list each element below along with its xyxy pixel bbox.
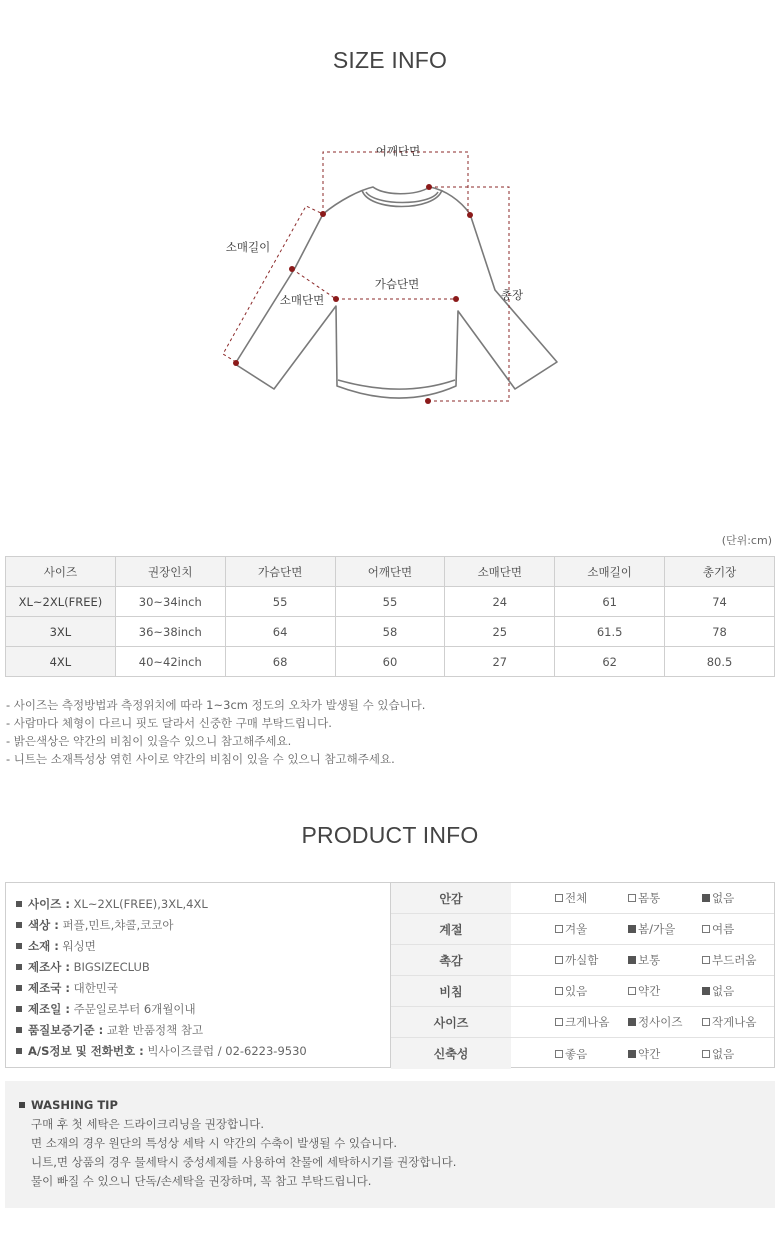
table-cell: 64 [225,617,335,647]
spec-value: 워싱면 [62,939,96,953]
table-cell: 36~38inch [115,617,225,647]
table-cell: 62 [555,647,665,677]
label-chest: 가슴단면 [374,277,420,291]
product-info-title: PRODUCT INFO [301,822,479,848]
table-cell: 24 [445,587,555,617]
table-row [6,587,775,617]
washing-tip-lines [31,1115,456,1191]
attribute-label: 신축성 [391,1038,511,1069]
attribute-option-text: 까실함 [565,953,599,967]
table-cell: 55 [335,587,445,617]
sleeve-length-measure-line [223,206,323,362]
unchecked-box-icon [702,925,710,933]
attribute-row [391,914,774,945]
table-cell: 78 [665,617,775,647]
spec-key: 소재 : [28,939,59,953]
spec-value: 주문일로부터 6개월이내 [73,1002,196,1016]
product-attributes [391,883,774,1067]
attribute-option [702,945,756,975]
label-total-length: 총장 [500,288,524,302]
attribute-option [628,976,660,1006]
attribute-option-text: 여름 [712,922,735,936]
attribute-option-text: 좋음 [565,1046,588,1061]
note-line: - 사람마다 체형이 다르니 핏도 달라서 신중한 구매 부탁드립니다. [6,716,332,730]
unchecked-box-icon [702,956,710,964]
table-row [6,647,775,677]
unit-label: (단위:cm) [721,534,772,547]
size-table-header-row [6,557,775,587]
table-cell: 60 [335,647,445,677]
table-cell: 61 [555,587,665,617]
spec-key: 제조사 : [28,960,70,974]
attribute-option [702,976,734,1006]
washing-tip-title-text: WASHING TIP [31,1098,118,1112]
checked-box-icon [628,1050,636,1058]
attribute-option-text: 몸통 [638,891,661,905]
header-size: 사이즈 [6,557,116,587]
attribute-option-text: 크게나옴 [565,1015,610,1029]
attribute-option [555,914,587,944]
size-table [5,556,775,677]
unchecked-box-icon [555,1050,563,1058]
attribute-row [391,945,774,976]
header-chest: 가슴단면 [225,557,335,587]
attribute-option [702,914,734,944]
spec-item [16,915,390,936]
shoulder-measure-line [323,152,468,214]
attribute-option-text: 없음 [712,984,735,998]
unchecked-box-icon [628,894,636,902]
spec-value: BIGSIZECLUB [73,960,150,974]
spec-key: A/S정보 및 전화번호 : [28,1044,144,1058]
attribute-label: 안감 [391,883,511,913]
attribute-option [702,1007,756,1037]
spec-value: 빅사이즈클럽 / 02-6223-9530 [147,1044,307,1058]
table-row [6,617,775,647]
note-line: - 니트는 소재특성상 엮힌 사이로 약간의 비침이 있을 수 있으니 참고해주세요. [6,752,395,766]
table-cell: 55 [225,587,335,617]
header-recommended-inch: 권장인치 [115,557,225,587]
attribute-option-text: 정사이즈 [638,1015,683,1029]
table-cell: XL~2XL(FREE) [6,587,116,617]
header-sleeve-length: 소매길이 [555,557,665,587]
checked-box-icon [628,925,636,933]
attribute-option [555,976,587,1006]
attribute-option-text: 부드러움 [712,953,757,967]
unchecked-box-icon [555,987,563,995]
unchecked-box-icon [702,1050,710,1058]
unchecked-box-icon [555,925,563,933]
attribute-option [555,945,598,975]
note-line: - 사이즈는 측정방법과 측정위치에 따라 1~3cm 정도의 오차가 발생될 수 있습니다. [6,698,426,712]
header-total-length: 총기장 [665,557,775,587]
table-cell: 25 [445,617,555,647]
table-cell: 61.5 [555,617,665,647]
spec-key: 제조일 : [28,1002,70,1016]
spec-value: 퍼플,민트,챠콜,코코아 [62,918,174,932]
attribute-option [628,883,660,913]
attribute-option [555,1038,587,1069]
spec-item [16,978,390,999]
washing-tip-line: 면 소재의 경우 원단의 특성상 세탁 시 약간의 수축이 발생될 수 있습니다. [31,1136,398,1150]
attribute-option-text: 약간 [638,1046,661,1061]
attribute-option-text: 봄/가을 [638,922,676,936]
attribute-option-text: 없음 [712,891,735,905]
attribute-option [628,914,675,944]
attribute-label: 계절 [391,914,511,944]
washing-tip-line: 물이 빠질 수 있으니 단독/손세탁을 권장하며, 꼭 참고 부탁드립니다. [31,1174,372,1188]
attribute-option [702,883,734,913]
table-cell: 68 [225,647,335,677]
attribute-option-text: 작게나옴 [712,1015,757,1029]
table-cell: 58 [335,617,445,647]
header-sleeve-width: 소매단면 [445,557,555,587]
spec-item [16,936,390,957]
washing-tip-title [19,1098,118,1112]
attribute-option-text: 약간 [638,984,661,998]
attribute-row [391,1007,774,1038]
washing-tip-box [5,1081,775,1208]
unchecked-box-icon [555,894,563,902]
table-cell: 80.5 [665,647,775,677]
washing-tip-line: 구매 후 첫 세탁은 드라이크리닝을 권장합니다. [31,1117,265,1131]
checked-box-icon [628,956,636,964]
size-info-title: SIZE INFO [332,47,448,73]
attribute-option [555,883,587,913]
attribute-row [391,976,774,1007]
spec-value: 대한민국 [73,981,119,995]
attribute-label: 촉감 [391,945,511,975]
square-bullet-icon [16,964,22,970]
spec-item [16,1041,390,1062]
attribute-label: 사이즈 [391,1007,511,1037]
spec-key: 제조국 : [28,981,70,995]
table-cell: 74 [665,587,775,617]
attribute-option-text: 전체 [565,891,588,905]
attribute-option [555,1007,609,1037]
attribute-option [628,945,660,975]
square-bullet-icon [16,1006,22,1012]
spec-item [16,894,390,915]
attribute-option-text: 보통 [638,953,661,967]
garment-measurement-diagram [210,140,570,410]
label-sleeve-length: 소매길이 [225,240,271,254]
table-cell: 40~42inch [115,647,225,677]
checked-box-icon [702,894,710,902]
attribute-row [391,883,774,914]
product-specs [6,883,391,1067]
attribute-option-text: 없음 [712,1046,735,1061]
table-cell: 30~34inch [115,587,225,617]
square-bullet-icon [19,1102,25,1108]
unchecked-box-icon [555,956,563,964]
attribute-option-text: 있음 [565,984,588,998]
spec-item [16,957,390,978]
square-bullet-icon [16,901,22,907]
table-cell: 27 [445,647,555,677]
unchecked-box-icon [628,987,636,995]
size-notes [6,696,425,768]
spec-item [16,999,390,1020]
total-length-measure-line [428,187,509,401]
unchecked-box-icon [555,1018,563,1026]
spec-value: 교환 반품정책 참고 [106,1023,204,1037]
table-cell: 3XL [6,617,116,647]
header-shoulder: 어깨단면 [335,557,445,587]
square-bullet-icon [16,922,22,928]
square-bullet-icon [16,985,22,991]
spec-key: 사이즈 : [28,897,70,911]
attribute-option [628,1038,660,1069]
washing-tip-line: 니트,면 상품의 경우 물세탁시 중성세제를 사용하여 찬물에 세탁하시기를 권장합니다. [31,1155,457,1169]
attribute-row [391,1038,774,1069]
square-bullet-icon [16,943,22,949]
garment-hem [338,380,455,389]
attribute-option-text: 겨울 [565,922,588,936]
attribute-label: 비침 [391,976,511,1006]
checked-box-icon [628,1018,636,1026]
spec-key: 품질보증기준 : [28,1023,104,1037]
attribute-option [702,1038,734,1069]
unchecked-box-icon [702,1018,710,1026]
attribute-option [628,1007,682,1037]
square-bullet-icon [16,1027,22,1033]
product-info-box [5,882,775,1068]
table-cell: 4XL [6,647,116,677]
square-bullet-icon [16,1048,22,1054]
spec-key: 색상 : [28,918,59,932]
spec-item [16,1020,390,1041]
label-shoulder: 어깨단면 [375,144,421,158]
label-sleeve-width: 소매단면 [279,293,325,307]
checked-box-icon [702,987,710,995]
note-line: - 밝은색상은 약간의 비침이 있을수 있으니 참고해주세요. [6,734,292,748]
spec-value: XL~2XL(FREE),3XL,4XL [73,897,208,911]
